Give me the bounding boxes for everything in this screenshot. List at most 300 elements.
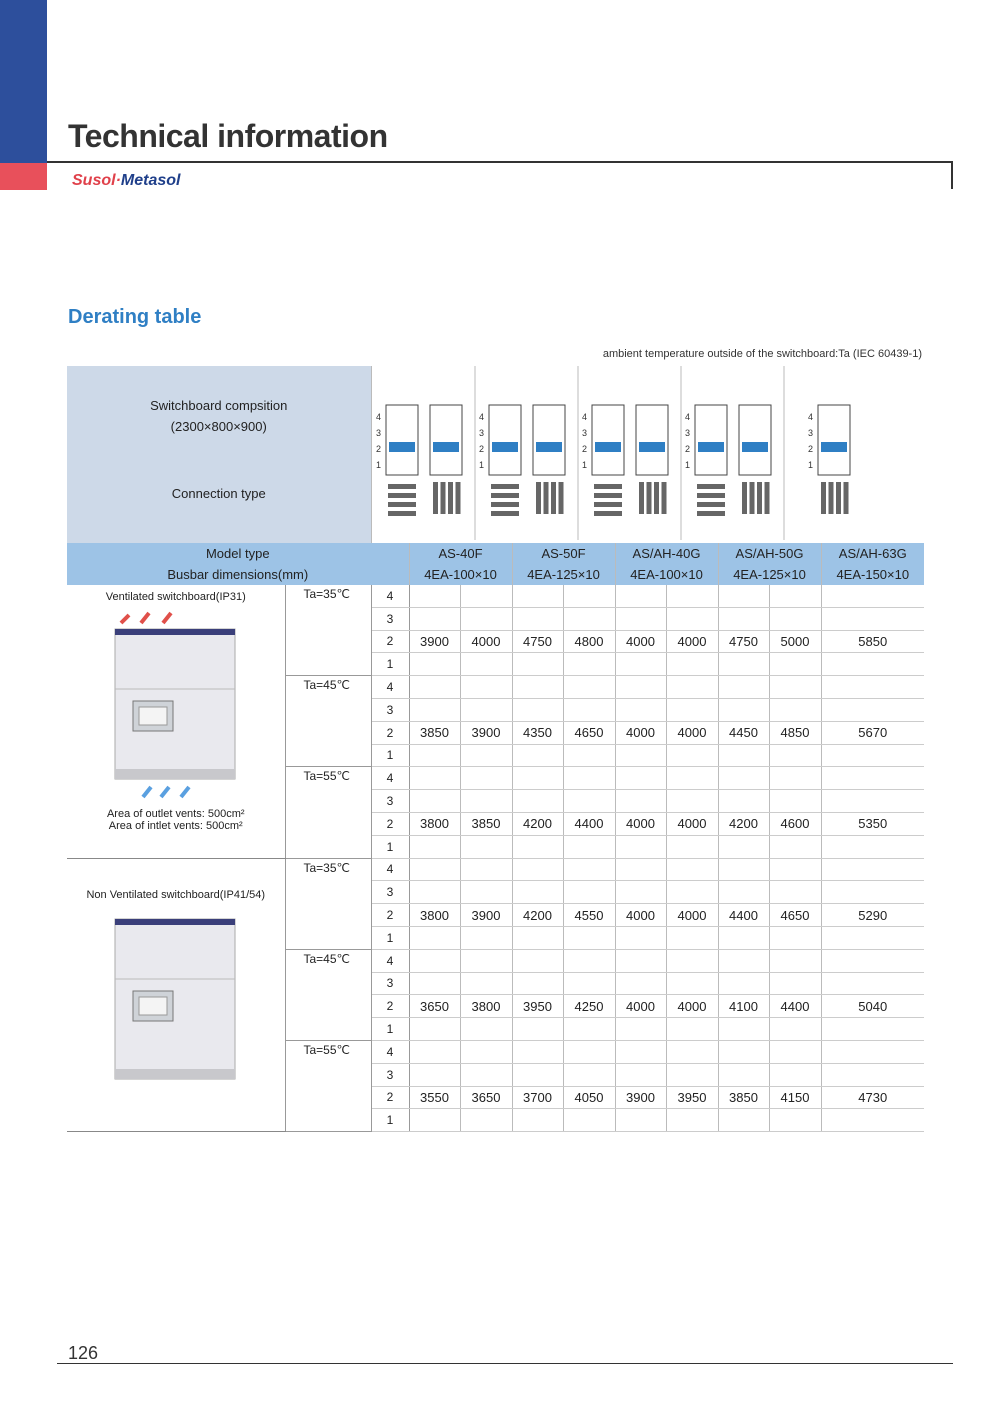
rating-cell: 3900 [460,721,512,744]
brand-dot: · [115,172,121,189]
svg-text:1: 1 [684,460,690,470]
svg-text:4: 4 [581,412,587,422]
rating-cell [769,1109,821,1132]
rating-cell [409,858,460,881]
footer-divider [57,1363,953,1364]
svg-text:4: 4 [375,412,381,422]
brand-metasol: Metasol [120,172,181,189]
rating-cell [666,607,718,630]
ambient-temp: Ta=55℃ [285,1040,371,1131]
rating-cell [512,767,563,790]
rating-cell: 4450 [718,721,769,744]
rating-cell: 5670 [821,721,924,744]
rating-cell [769,858,821,881]
rating-cell [769,881,821,904]
rating-cell [460,767,512,790]
rating-cell [666,1063,718,1086]
rating-cell: 4000 [615,812,666,835]
title-divider [47,161,953,163]
diagram-cell [371,366,924,543]
rating-cell [666,1109,718,1132]
busbar-dim: 4EA-125×10 [718,564,821,585]
rating-cell [615,1063,666,1086]
rating-cell: 5350 [821,812,924,835]
rating-cell [409,1063,460,1086]
tier-number: 2 [371,630,409,653]
tier-number: 2 [371,904,409,927]
rating-cell [460,585,512,607]
rating-cell: 4250 [563,995,615,1018]
rating-cell: 4000 [666,812,718,835]
svg-text:2: 2 [375,444,381,454]
rating-cell [460,881,512,904]
table-row [67,858,924,881]
svg-text:2: 2 [581,444,587,454]
outlet-arrow-icon [121,613,171,623]
rating-cell: 4000 [666,630,718,653]
rating-cell: 4000 [666,904,718,927]
rating-cell [512,653,563,676]
side-bar-blue [0,0,47,163]
rating-cell: 5290 [821,904,924,927]
rating-cell [563,1109,615,1132]
rating-cell: 4200 [512,904,563,927]
rating-cell [718,858,769,881]
rating-cell [615,858,666,881]
rating-cell [718,676,769,699]
rating-cell [821,767,924,790]
svg-text:2: 2 [684,444,690,454]
busbar-dim: 4EA-150×10 [821,564,924,585]
rating-cell [615,607,666,630]
table-row [67,585,924,607]
rating-cell: 4550 [563,904,615,927]
svg-text:4: 4 [478,412,484,422]
rating-cell: 3650 [409,995,460,1018]
rating-cell [512,881,563,904]
rating-cell [718,926,769,949]
rating-cell [821,858,924,881]
tier-number: 4 [371,949,409,972]
switchboard-label: Non Ventilated switchboard(IP41/54) [86,888,266,901]
rating-cell [821,744,924,767]
rating-cell [563,926,615,949]
rating-cell [512,607,563,630]
model-name: AS-50F [512,543,615,564]
rating-cell [615,767,666,790]
rating-cell [769,790,821,813]
rating-cell [563,1063,615,1086]
rating-cell [409,972,460,995]
rating-cell [460,1018,512,1041]
switchboard-desc [67,858,285,1132]
rating-cell [769,1018,821,1041]
rating-cell [718,1109,769,1132]
rating-cell [460,949,512,972]
rating-cell [615,698,666,721]
rating-cell [512,744,563,767]
rating-cell: 3900 [615,1086,666,1109]
rating-cell [666,698,718,721]
rating-cell [409,676,460,699]
rating-cell [512,858,563,881]
rating-cell [718,607,769,630]
rating-cell [460,676,512,699]
rating-cell [563,698,615,721]
rating-cell [409,585,460,607]
rating-cell [666,949,718,972]
tier-number: 4 [371,1040,409,1063]
rating-cell [769,744,821,767]
rating-cell: 3550 [409,1086,460,1109]
rating-cell [718,585,769,607]
tier-number: 4 [371,858,409,881]
rating-cell [666,653,718,676]
rating-cell [460,790,512,813]
rating-cell [821,926,924,949]
rating-cell: 4750 [718,630,769,653]
title-divider-tick [951,161,953,189]
rating-cell [460,972,512,995]
rating-cell [563,1040,615,1063]
side-bar-red [0,163,47,190]
switchboard-image [111,611,241,804]
tier-number: 3 [371,607,409,630]
tier-number: 4 [371,676,409,699]
inlet-vent-note: Area of intlet vents: 500cm² [108,820,243,832]
rating-cell [563,790,615,813]
ambient-temp: Ta=35℃ [285,585,371,676]
rating-cell: 4200 [512,812,563,835]
rating-cell [409,1040,460,1063]
rating-cell: 4000 [460,630,512,653]
svg-text:2: 2 [478,444,484,454]
rating-cell [512,835,563,858]
rating-cell: 4150 [769,1086,821,1109]
rating-cell: 4400 [563,812,615,835]
rating-cell [769,676,821,699]
rating-cell: 3800 [460,995,512,1018]
svg-text:3: 3 [807,428,813,438]
connection-type-label: Connection type [171,486,266,501]
rating-cell [666,926,718,949]
composition-label: Switchboard compsition [150,398,288,413]
rating-cell [409,653,460,676]
rating-cell: 3650 [460,1086,512,1109]
rating-cell [512,1018,563,1041]
rating-cell: 3900 [409,630,460,653]
rating-cell [409,698,460,721]
rating-cell [512,1063,563,1086]
rating-cell [821,881,924,904]
rating-cell: 3950 [666,1086,718,1109]
svg-text:4: 4 [684,412,690,422]
rating-cell: 5040 [821,995,924,1018]
tier-number: 1 [371,744,409,767]
tier-number: 3 [371,1063,409,1086]
tier-number: 2 [371,812,409,835]
rating-cell: 3850 [460,812,512,835]
rating-cell [615,881,666,904]
rating-cell [615,790,666,813]
rating-cell [615,949,666,972]
rating-cell: 3950 [512,995,563,1018]
rating-cell [615,676,666,699]
rating-cell [821,1063,924,1086]
rating-cell [563,767,615,790]
rating-cell [615,926,666,949]
rating-cell: 3850 [718,1086,769,1109]
rating-cell [615,1018,666,1041]
rating-cell [769,1040,821,1063]
svg-text:3: 3 [375,428,381,438]
rating-cell [718,790,769,813]
rating-cell [615,972,666,995]
svg-text:2: 2 [807,444,813,454]
rating-cell [821,1109,924,1132]
model-name: AS/AH-50G [718,543,821,564]
rating-cell [563,676,615,699]
svg-text:3: 3 [684,428,690,438]
rating-cell [460,653,512,676]
rating-cell [821,972,924,995]
rating-cell [460,744,512,767]
rating-cell [821,607,924,630]
rating-cell [512,698,563,721]
inlet-arrow-icon [143,787,189,797]
rating-cell [821,698,924,721]
rating-cell: 4730 [821,1086,924,1109]
svg-text:4: 4 [807,412,813,422]
rating-cell [821,790,924,813]
svg-text:3: 3 [581,428,587,438]
rating-cell [615,1109,666,1132]
rating-cell [460,607,512,630]
page-number: 126 [68,1343,99,1363]
svg-text:1: 1 [807,460,813,470]
tier-number: 1 [371,653,409,676]
section-title: Derating table [68,306,202,328]
rating-cell: 4400 [769,995,821,1018]
tier-number: 4 [371,767,409,790]
rating-cell [512,972,563,995]
rating-cell: 4400 [718,904,769,927]
rating-cell: 4000 [666,995,718,1018]
rating-cell [769,585,821,607]
rating-cell [563,949,615,972]
rating-cell [563,835,615,858]
rating-cell [563,653,615,676]
tier-number: 1 [371,926,409,949]
rating-cell: 3900 [460,904,512,927]
rating-cell [769,698,821,721]
rating-cell [409,790,460,813]
svg-text:1: 1 [375,460,381,470]
tier-number: 2 [371,721,409,744]
rating-cell [769,972,821,995]
tier-number: 1 [371,1109,409,1132]
rating-cell [409,949,460,972]
rating-cell [512,949,563,972]
rating-cell: 3700 [512,1086,563,1109]
rating-cell [512,1040,563,1063]
rating-cell [718,949,769,972]
rating-cell [512,1109,563,1132]
rating-cell: 4000 [615,630,666,653]
composition-header [67,366,371,543]
rating-cell [769,653,821,676]
rating-cell [615,744,666,767]
rating-cell [666,1018,718,1041]
tier-number: 1 [371,1018,409,1041]
rating-cell [563,1018,615,1041]
rating-cell [666,972,718,995]
rating-cell [821,949,924,972]
switchboard-image [111,917,241,1090]
rating-cell [718,1063,769,1086]
switchboard-desc [67,585,285,858]
page-title: Technical information [68,118,388,154]
ambient-temp: Ta=35℃ [285,858,371,949]
tier-number: 4 [371,585,409,607]
rating-cell: 3850 [409,721,460,744]
rating-cell [512,926,563,949]
rating-cell [666,881,718,904]
rating-cell [718,698,769,721]
rating-cell [409,744,460,767]
brand-logo [72,172,180,190]
rating-cell [563,744,615,767]
rating-cell [615,653,666,676]
rating-cell: 4650 [563,721,615,744]
rating-cell [409,835,460,858]
rating-cell [563,858,615,881]
rating-cell [409,1109,460,1132]
svg-text:1: 1 [478,460,484,470]
rating-cell [460,926,512,949]
rating-cell [666,835,718,858]
rating-cell [718,767,769,790]
busbar-dim: 4EA-100×10 [615,564,718,585]
ambient-note: ambient temperature outside of the switchboard:Ta (IEC 60439-1) [602,348,922,360]
rating-cell: 5850 [821,630,924,653]
rating-cell: 3800 [409,904,460,927]
rating-cell: 4050 [563,1086,615,1109]
rating-cell [409,1018,460,1041]
rating-cell [718,972,769,995]
rating-cell [821,676,924,699]
busbar-label: Busbar dimensions(mm) [67,564,409,585]
rating-cell [563,585,615,607]
tier-number: 2 [371,995,409,1018]
tier-number: 1 [371,835,409,858]
rating-cell [409,926,460,949]
rating-cell: 4200 [718,812,769,835]
model-name: AS/AH-63G [821,543,924,564]
rating-cell: 4000 [615,904,666,927]
rating-cell [666,585,718,607]
svg-text:3: 3 [478,428,484,438]
rating-cell [769,926,821,949]
brand-susol: Susol [72,172,116,189]
derating-table-wrap [67,366,924,1132]
rating-cell [460,835,512,858]
switchboard-label: Ventilated switchboard(IP31) [105,591,246,603]
rating-cell: 4750 [512,630,563,653]
rating-cell [821,1040,924,1063]
connection-diagrams [372,366,924,540]
rating-cell: 4800 [563,630,615,653]
rating-cell [615,835,666,858]
rating-cell [563,881,615,904]
tier-number: 3 [371,881,409,904]
ambient-temp: Ta=45℃ [285,949,371,1040]
busbar-dim: 4EA-125×10 [512,564,615,585]
rating-cell: 4100 [718,995,769,1018]
tier-number: 3 [371,698,409,721]
rating-cell [563,972,615,995]
rating-cell [718,1040,769,1063]
rating-cell [769,835,821,858]
rating-cell [460,1040,512,1063]
rating-cell: 3800 [409,812,460,835]
rating-cell [769,1063,821,1086]
rating-cell [666,676,718,699]
rating-cell [409,881,460,904]
rating-cell: 4000 [615,721,666,744]
rating-cell [821,653,924,676]
rating-cell: 4000 [666,721,718,744]
ambient-temp: Ta=45℃ [285,676,371,767]
rating-cell [769,767,821,790]
rating-cell: 5000 [769,630,821,653]
model-name: AS-40F [409,543,512,564]
tier-number: 3 [371,972,409,995]
rating-cell [460,1109,512,1132]
rating-cell [666,858,718,881]
rating-cell [512,585,563,607]
rating-cell [718,881,769,904]
tier-number: 2 [371,1086,409,1109]
rating-cell [409,767,460,790]
rating-cell [563,607,615,630]
rating-cell [718,744,769,767]
rating-cell [666,1040,718,1063]
derating-table [67,366,924,1132]
rating-cell [666,744,718,767]
rating-cell [718,1018,769,1041]
busbar-dim: 4EA-100×10 [409,564,512,585]
rating-cell [460,1063,512,1086]
model-name: AS/AH-40G [615,543,718,564]
rating-cell [512,790,563,813]
rating-cell [615,585,666,607]
rating-cell [666,790,718,813]
rating-cell: 4850 [769,721,821,744]
svg-text:1: 1 [581,460,587,470]
rating-cell [666,767,718,790]
composition-dims: (2300×800×900) [170,419,267,434]
rating-cell [460,858,512,881]
rating-cell [718,835,769,858]
model-type-label: Model type [67,543,409,564]
rating-cell: 4000 [615,995,666,1018]
rating-cell: 4350 [512,721,563,744]
outlet-vent-note: Area of outlet vents: 500cm² [106,808,245,820]
rating-cell [512,676,563,699]
rating-cell [460,698,512,721]
rating-cell [769,949,821,972]
